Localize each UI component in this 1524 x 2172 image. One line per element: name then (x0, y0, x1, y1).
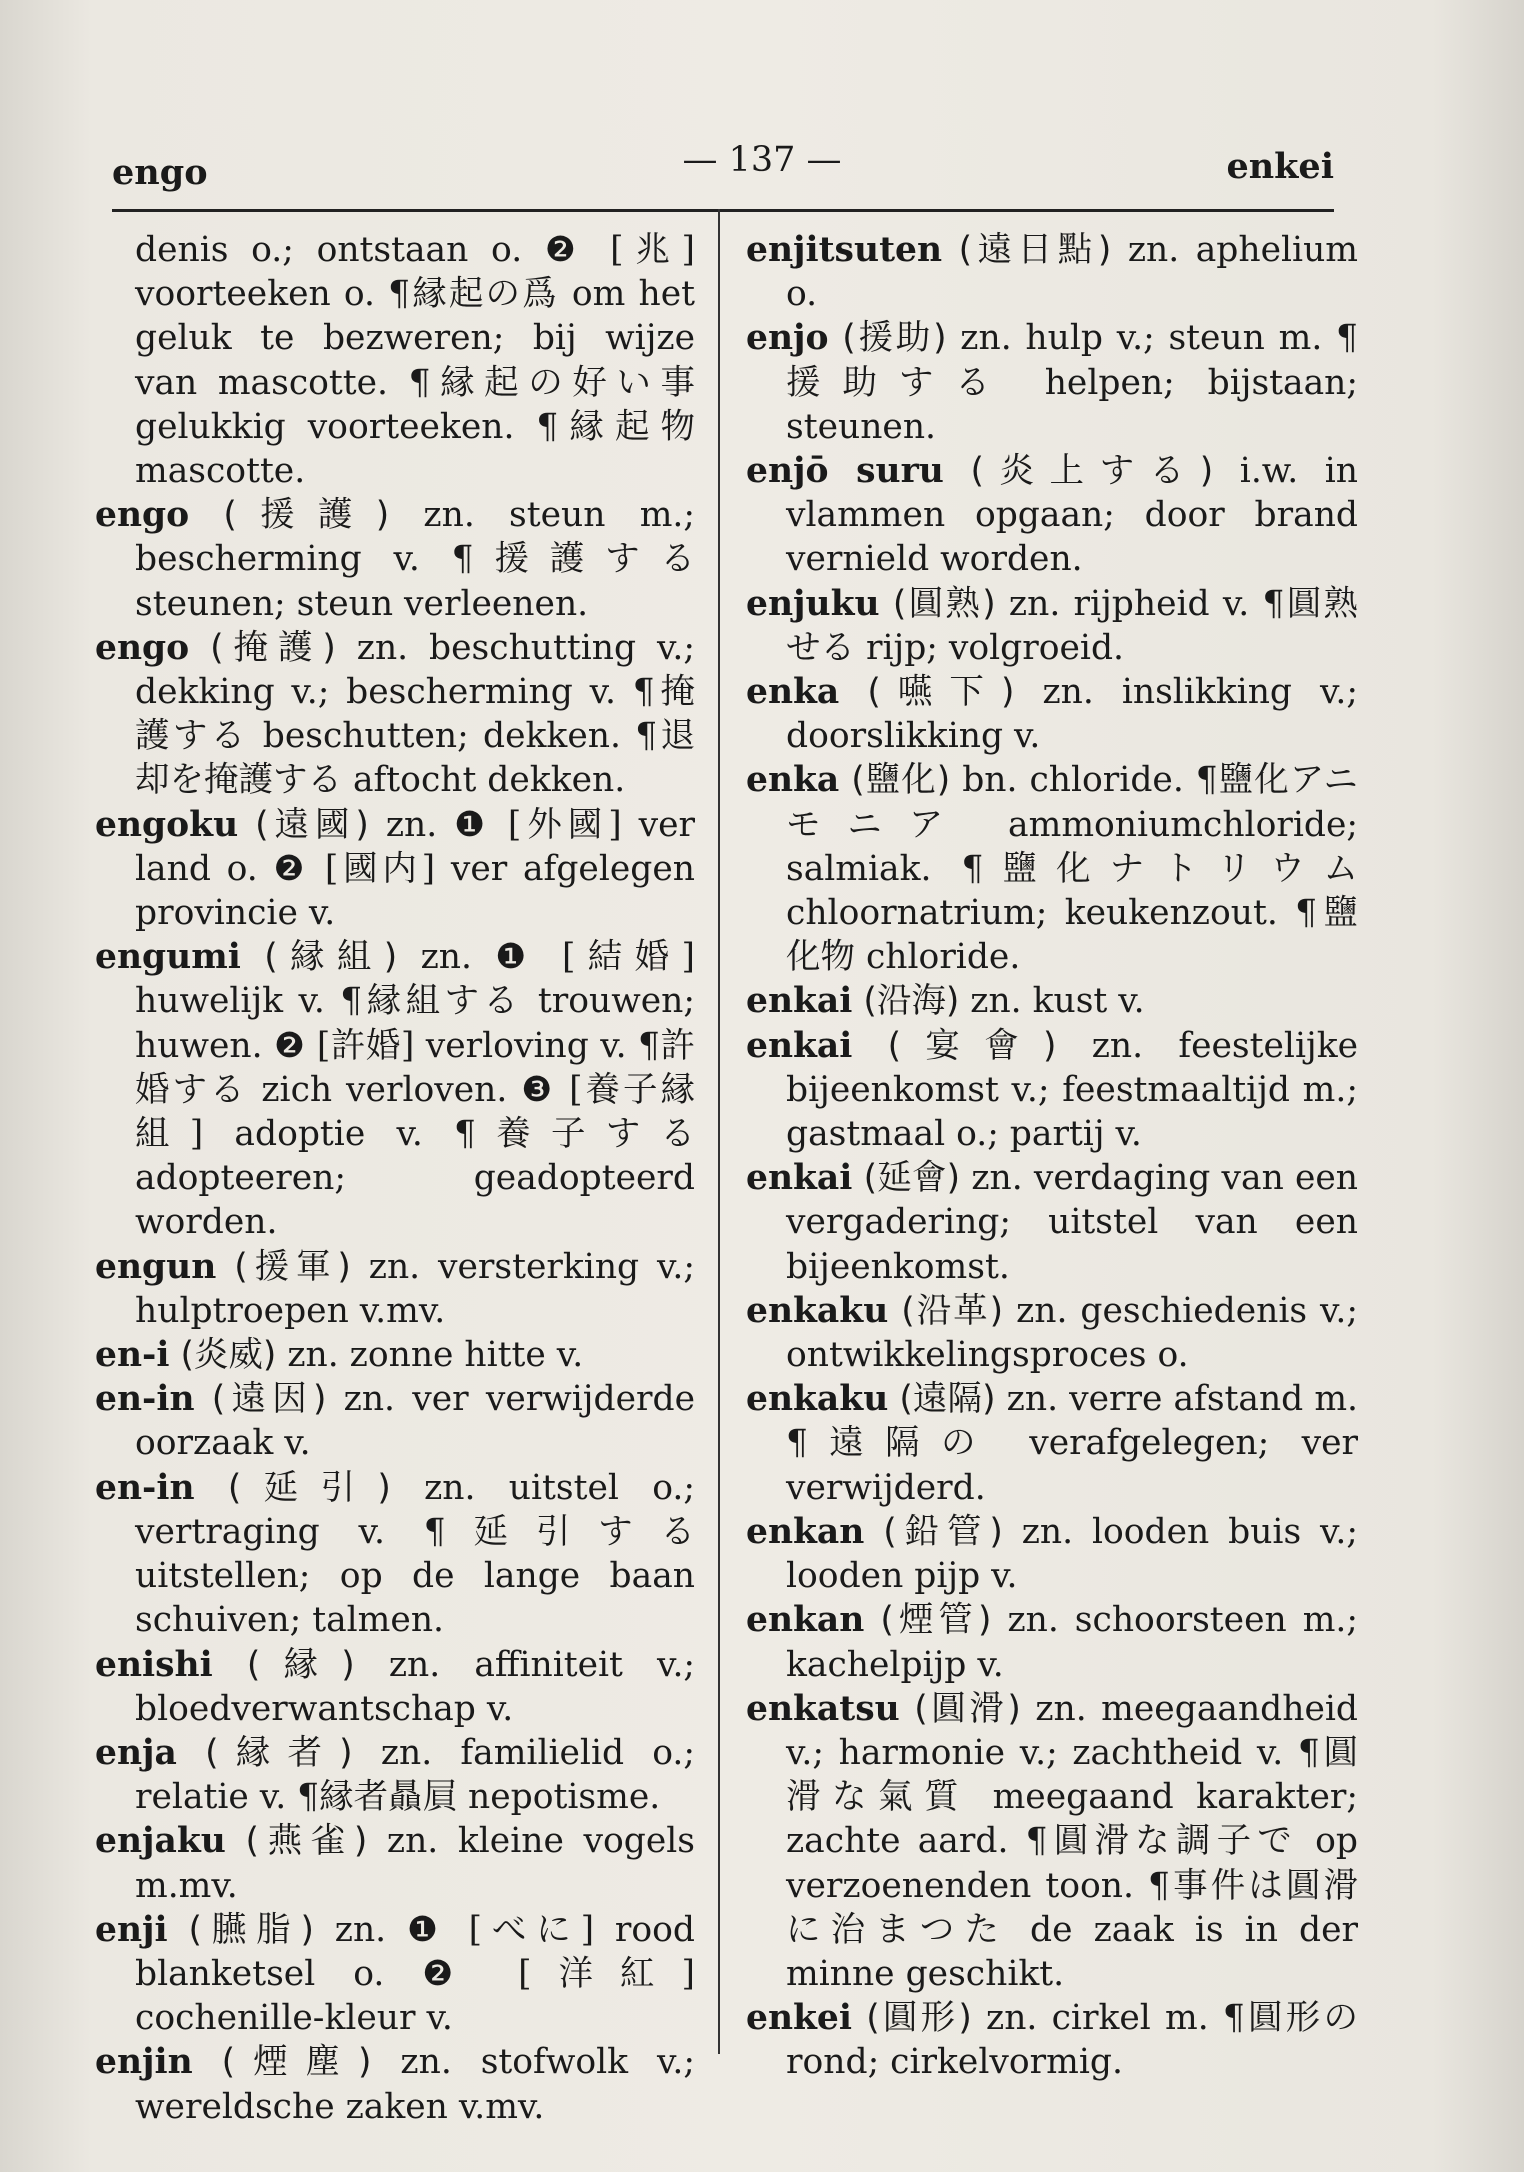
entry-kanji: (縁組) (264, 937, 398, 978)
entry-kanji: (縁) (246, 1644, 355, 1685)
entry-headword: enkatsu (746, 1688, 900, 1729)
header-rule (112, 209, 1334, 212)
entry-kanji: (援護) (223, 495, 390, 536)
entry-definition: bn. chloride. ¶鹽化アニモニア ammoniumchloride; salmiak. ¶鹽化ナトリウム chloornatrium; keukenzout. ¶鹽化物 chloride. (786, 760, 1359, 978)
entry-definition: zn. kleine vogels m.mv. (135, 1821, 696, 1906)
entry-headword: en-in (95, 1467, 195, 1508)
entry-kanji: (煙塵) (221, 2042, 372, 2083)
page-header (0, 138, 1524, 198)
entry-kanji: (遠隔) (899, 1379, 996, 1420)
entry-kanji: (炎上する) (970, 451, 1214, 492)
entry-definition: denis o.; ontstaan o. ❷ [兆] voorteeken o. ¶縁起の爲 om het geluk te bezweren; bij wijze van mascotte. ¶縁起の好い事 gelukkig voorteeken. ¶縁起物 mascotte. (135, 230, 695, 492)
dictionary-entry (95, 493, 695, 626)
entry-definition: zn. steun m.; bescherming v. ¶援護する steunen; steun verleenen. (135, 495, 696, 624)
entry-kanji: (沿革) (901, 1290, 1004, 1331)
dictionary-entry (746, 1598, 1358, 1686)
guide-word-left: engo (112, 152, 208, 193)
entry-headword: enkai (746, 1158, 853, 1199)
column-divider (718, 209, 720, 2054)
entry-kanji: (掩護) (210, 627, 336, 668)
entry-definition: zn. inslikking v.; doorslikking v. (786, 672, 1359, 757)
dictionary-entry (95, 1377, 695, 1465)
dictionary-entry (95, 1731, 695, 1819)
entry-kanji: (延引) (227, 1467, 391, 1508)
entry-definition: zn. looden buis v.; looden pijp v. (786, 1511, 1359, 1597)
entry-definition: zn. meegaandheid v.; harmonie v.; zachtheid v. ¶圓滑な氣質 meegaand karakter; zachte aard. ¶圓滑な調子で op verzoenenden toon. ¶事件は圓滑に治まつた de zaak is in der minne geschikt. (786, 1688, 1359, 1994)
entry-kanji: (援助) (842, 318, 947, 359)
entry-definition: zn. affiniteit v.; bloedverwantschap v. (135, 1644, 696, 1729)
dictionary-entry (95, 1333, 695, 1377)
dictionary-entry (95, 935, 695, 1244)
entry-kanji: (炎威) (180, 1335, 277, 1376)
entry-headword: enja (95, 1732, 177, 1773)
entry-kanji: (縁者) (205, 1732, 353, 1773)
dictionary-entry (746, 1996, 1358, 2084)
entry-headword: enkan (746, 1600, 865, 1641)
left-column (95, 228, 695, 2129)
entry-definition: zn. ❶ [結婚] huwelijk v. ¶縁組する trouwen; huwen. ❷ [許婚] verloving v. ¶許婚する zich verloven. ❸ [養子縁組] adoptie v. ¶養子する adopteeren; geadopteerd worden. (135, 937, 695, 1243)
entry-definition: zn. feestelijke bijeenkomst v.; feestmaaltijd m.; gastmaal o.; partij v. (786, 1025, 1359, 1155)
entry-kanji: (宴會) (887, 1025, 1057, 1066)
entry-kanji: (鉛管) (883, 1511, 1003, 1552)
page-number: — 137 — (682, 140, 842, 180)
dictionary-entry (95, 803, 695, 936)
entry-definition: zn. ❶ [べに] rood blanketsel o. ❷ [洋紅] cochenille-kleur v. (135, 1909, 696, 2039)
entry-headword: en-i (95, 1335, 170, 1376)
entry-definition: zn. zonne hitte v. (287, 1335, 584, 1376)
entry-headword: engun (95, 1246, 217, 1287)
dictionary-entry (95, 1643, 695, 1731)
entry-definition: zn. schoorsteen m.; kachelpijp v. (786, 1600, 1359, 1685)
right-column (746, 228, 1358, 2085)
entry-headword: engo (95, 627, 190, 668)
entry-kanji: (嚥下) (867, 672, 1015, 713)
entry-headword: enkaku (746, 1379, 889, 1420)
dictionary-entry (746, 758, 1358, 979)
entry-kanji: (煙管) (880, 1600, 992, 1641)
entry-definition: zn. hulp v.; steun m. ¶援助する helpen; bijstaan; steunen. (786, 318, 1358, 447)
entry-headword: engo (95, 495, 190, 536)
entry-kanji: (延會) (863, 1158, 961, 1199)
entry-kanji: (遠日點) (958, 230, 1112, 270)
entry-headword: enishi (95, 1644, 213, 1685)
entry-definition: zn. cirkel m. ¶圓形の rond; cirkelvormig. (786, 1998, 1359, 2083)
dictionary-entry (746, 582, 1358, 670)
entry-kanji: (沿海) (863, 981, 960, 1022)
entry-headword: enjin (95, 2042, 193, 2083)
dictionary-entry (95, 228, 695, 493)
entry-headword: enjo (746, 318, 829, 359)
dictionary-entry (746, 228, 1358, 316)
entry-definition: zn. aphelium o. (786, 230, 1359, 315)
entry-kanji: (鹽化) (851, 760, 951, 801)
entry-definition: zn. versterking v.; hulptroepen v.mv. (135, 1246, 696, 1331)
dictionary-entry (95, 2040, 695, 2128)
entry-headword: enkai (746, 981, 853, 1022)
dictionary-entry (95, 1245, 695, 1333)
entry-kanji: (遠因) (211, 1379, 327, 1420)
entry-headword: enjuku (746, 583, 880, 624)
entry-definition: zn. familielid o.; relatie v. ¶縁者贔屓 nepotisme. (135, 1732, 696, 1818)
dictionary-entry (746, 1024, 1358, 1157)
entry-definition: zn. ❶ [外國] ver land o. ❷ [國内] ver afgelegen provincie v. (135, 804, 696, 934)
dictionary-entry (746, 1156, 1358, 1289)
entry-headword: enjō suru (746, 451, 944, 492)
entry-headword: enka (746, 760, 840, 801)
entry-definition: zn. uitstel o.; vertraging v. ¶延引する uitstellen; op de lange baan schuiven; talmen. (135, 1467, 695, 1641)
entry-headword: en-in (95, 1379, 195, 1420)
entry-headword: enji (95, 1909, 168, 1950)
entry-kanji: (援軍) (234, 1246, 351, 1287)
dictionary-entry (746, 449, 1358, 582)
entry-headword: enjitsuten (746, 230, 943, 270)
dictionary-entry (95, 1819, 695, 1907)
entry-definition: zn. geschiedenis v.; ontwikkelingsproces o. (786, 1290, 1359, 1376)
entry-headword: engumi (95, 937, 241, 978)
entry-headword: enkai (746, 1025, 853, 1066)
dictionary-entry (746, 979, 1358, 1023)
dictionary-entry (746, 1687, 1358, 1996)
entry-kanji: (圓熟) (892, 583, 996, 624)
dictionary-entry (95, 1466, 695, 1643)
entry-headword: engoku (95, 804, 239, 845)
entry-definition: zn. verdaging van een vergadering; uitstel van een bijeenkomst. (786, 1158, 1359, 1287)
entry-kanji: (圓形) (866, 1998, 972, 2039)
dictionary-entry (95, 1908, 695, 2041)
dictionary-entry (746, 1289, 1358, 1377)
entry-headword: enkan (746, 1511, 865, 1552)
entry-definition: zn. ver verwijderde oorzaak v. (135, 1379, 696, 1464)
dictionary-entry (746, 316, 1358, 449)
entry-kanji: (臙脂) (188, 1909, 314, 1950)
entry-headword: enkei (746, 1998, 852, 2039)
entry-definition: zn. verre afstand m. ¶遠隔の verafgelegen; ver verwijderd. (786, 1379, 1359, 1508)
entry-definition: zn. rijpheid v. ¶圓熟せる rijp; volgroeid. (786, 583, 1359, 668)
dictionary-entry (746, 1377, 1358, 1510)
dictionary-entry (95, 626, 695, 803)
entry-definition: zn. stofwolk v.; wereldsche zaken v.mv. (135, 2042, 695, 2127)
dictionary-entry (746, 1510, 1358, 1598)
entry-kanji: (圓滑) (914, 1688, 1021, 1729)
entry-headword: enka (746, 672, 840, 713)
guide-word-right: enkei (1226, 146, 1334, 187)
entry-definition: zn. beschutting v.; dekking v.; bescherming v. ¶掩護する beschutten; dekken. ¶退却を掩護する aftocht dekken. (135, 627, 695, 801)
entry-headword: enjaku (95, 1821, 226, 1862)
entry-definition: i.w. in vlammen opgaan; door brand vernield worden. (786, 451, 1358, 580)
dictionary-entry (746, 670, 1358, 758)
entry-headword: enkaku (746, 1290, 889, 1331)
entry-definition: zn. kust v. (970, 981, 1145, 1022)
entry-kanji: (遠國) (255, 804, 369, 845)
entry-kanji: (燕雀) (245, 1821, 368, 1862)
